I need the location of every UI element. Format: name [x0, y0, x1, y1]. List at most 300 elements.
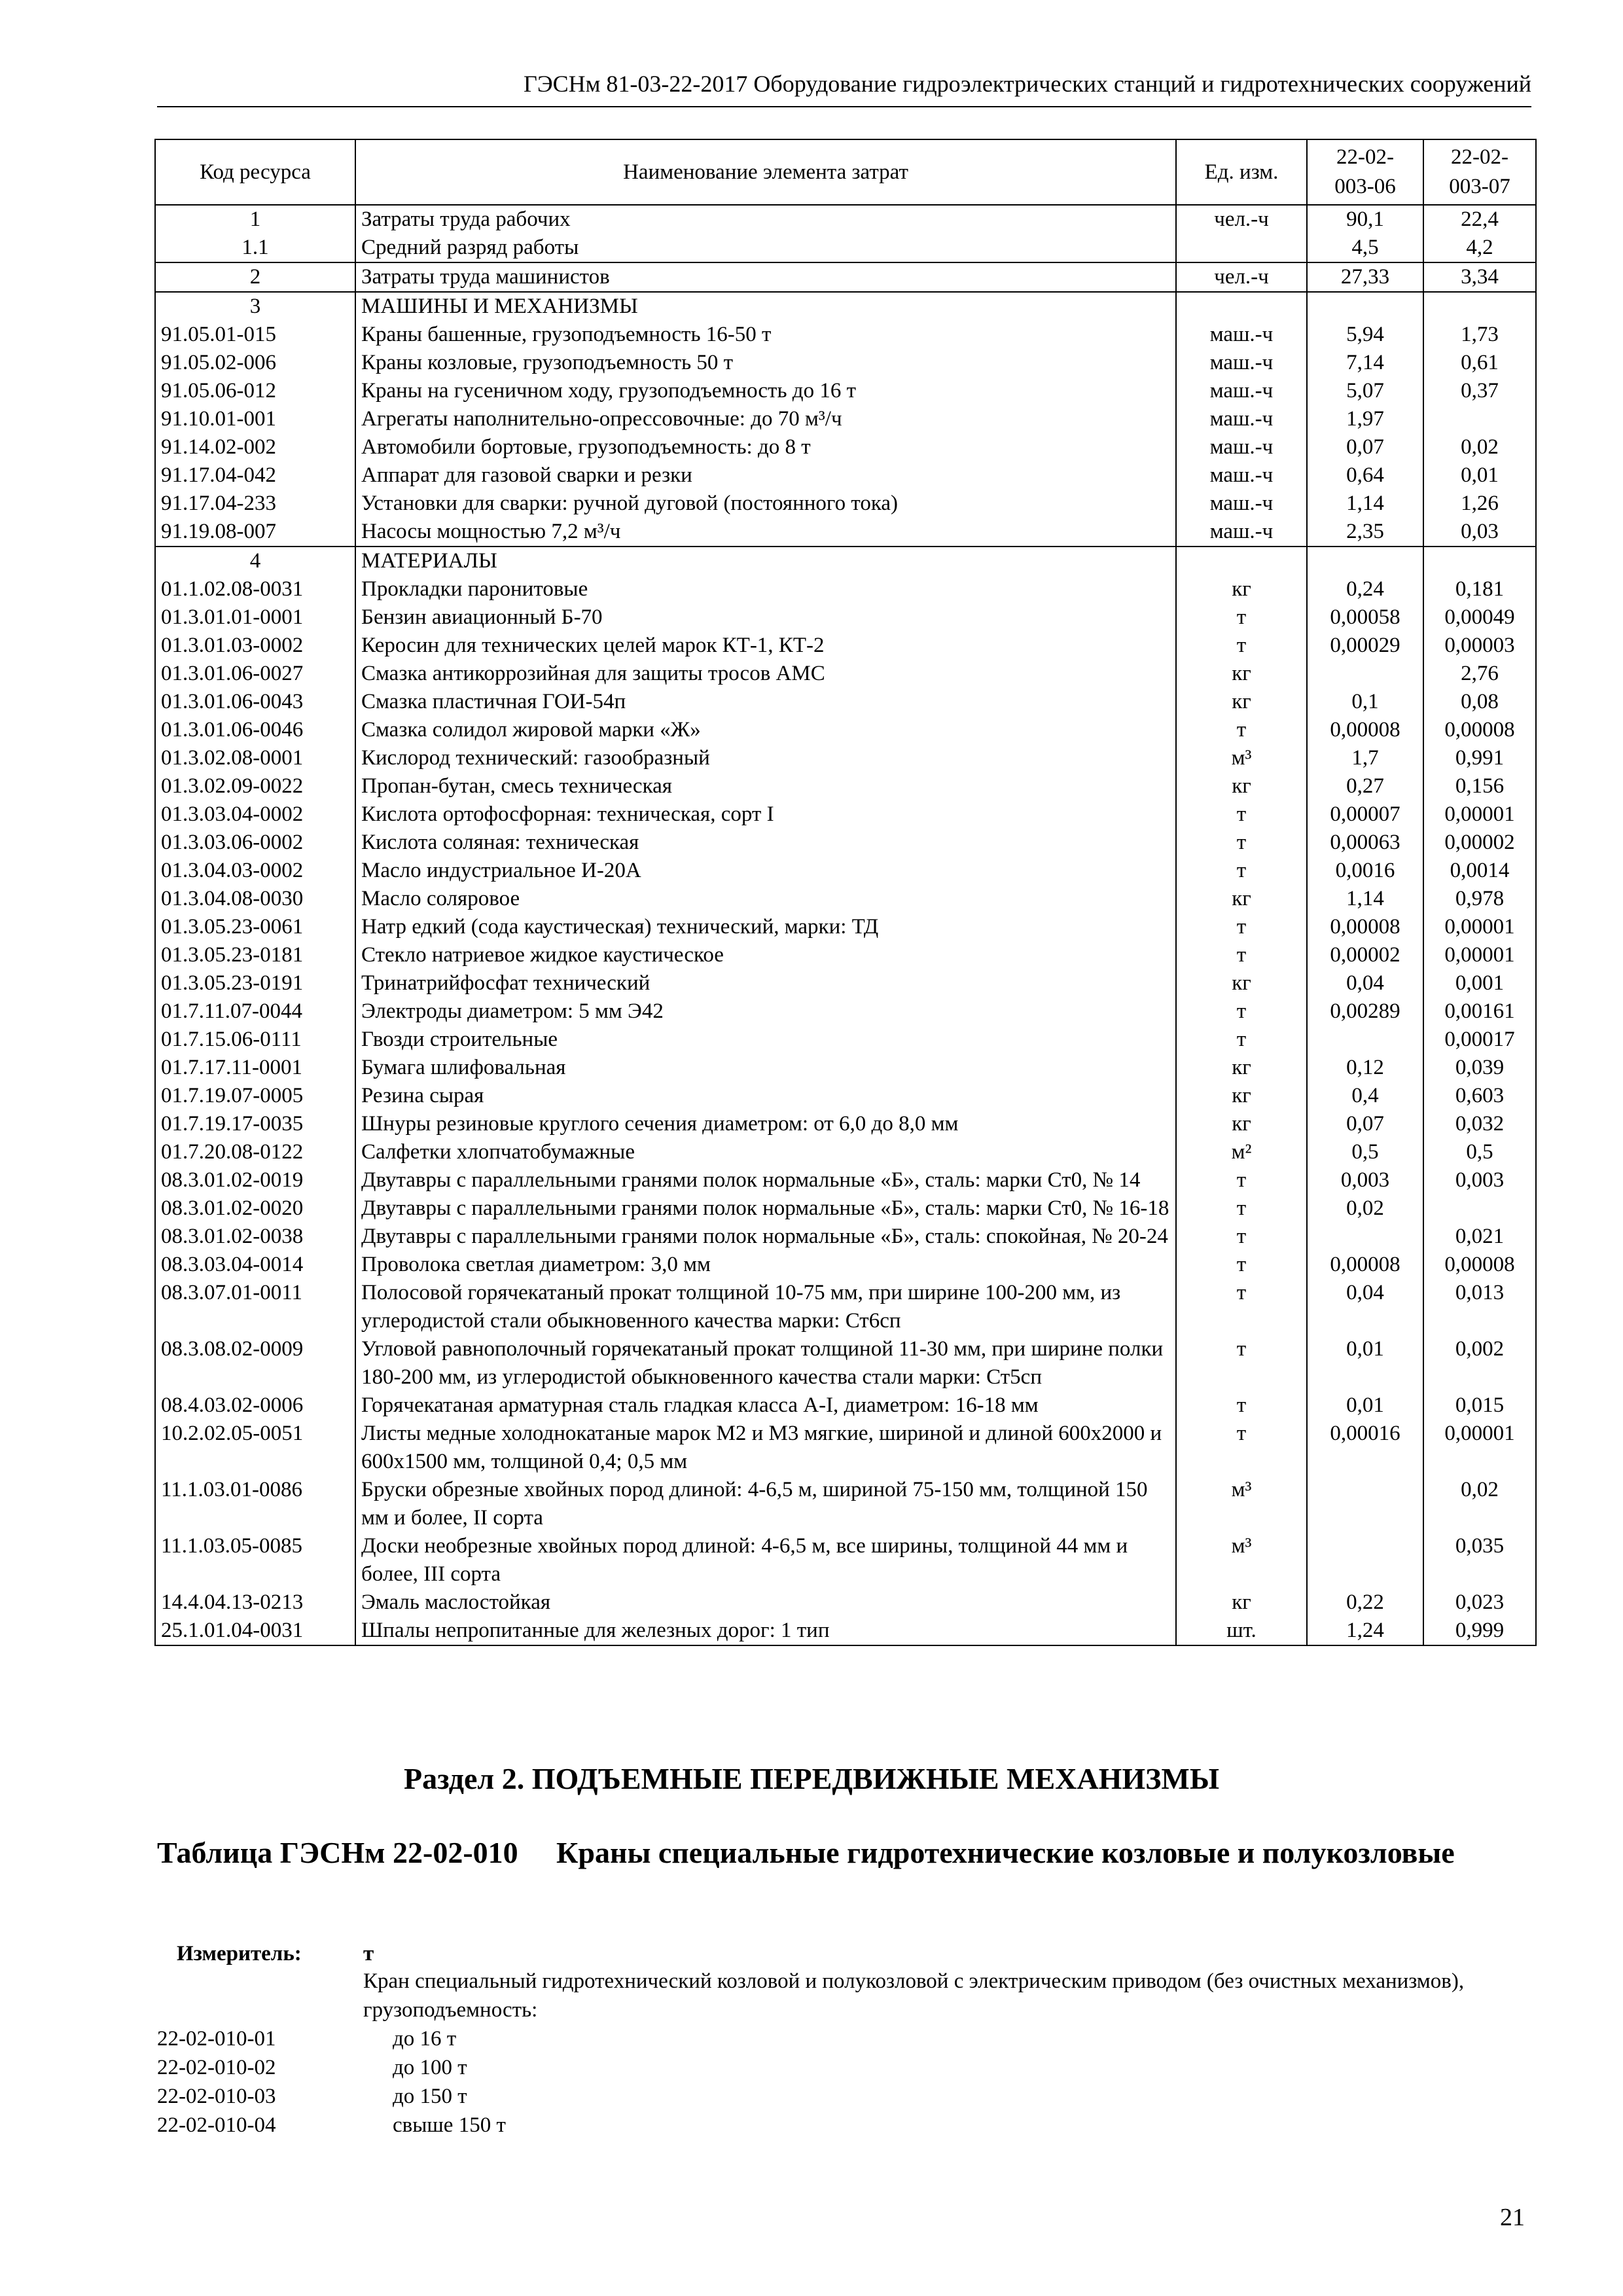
cell-code: 01.7.17.11-0001: [155, 1054, 355, 1082]
table-row: [155, 744, 1536, 772]
cell-value-2: 0,00049: [1423, 603, 1536, 632]
cell-unit: т: [1176, 1279, 1307, 1335]
table-row: [155, 800, 1536, 829]
cell-value-2: 0,00001: [1423, 800, 1536, 829]
cell-value-2: 0,00001: [1423, 1420, 1536, 1476]
cell-unit: м³: [1176, 1476, 1307, 1532]
cell-unit: т: [1176, 1026, 1307, 1054]
cell-unit: кг: [1176, 1082, 1307, 1110]
cell-name: Краны козловые, грузоподъемность 50 т: [355, 349, 1176, 377]
cell-code: 91.05.06-012: [155, 377, 355, 405]
cell-code: 01.1.02.08-0031: [155, 575, 355, 603]
cell-value-2: 0,603: [1423, 1082, 1536, 1110]
cell-value-1: [1307, 1223, 1423, 1251]
cell-code: 01.7.19.07-0005: [155, 1082, 355, 1110]
cell-name: Затраты труда машинистов: [355, 262, 1176, 292]
cell-unit: т: [1176, 632, 1307, 660]
cell-name: Доски необрезные хвойных пород длиной: 4-6,5 м, все ширины, толщиной 44 мм и более, III сорта: [355, 1532, 1176, 1588]
table-row: [155, 490, 1536, 518]
table-row: [155, 688, 1536, 716]
cell-value-1: 2,35: [1307, 518, 1423, 547]
table-row: [155, 603, 1536, 632]
cell-value-2: 0,978: [1423, 885, 1536, 913]
cell-value-1: [1307, 660, 1423, 688]
cell-name: Бруски обрезные хвойных пород длиной: 4-6,5 м, шириной 75-150 мм, толщиной 150 мм и более, II сорта: [355, 1476, 1176, 1532]
table-row: [155, 660, 1536, 688]
measure-unit: т: [363, 1942, 374, 1965]
cell-value-1: 7,14: [1307, 349, 1423, 377]
cell-code: 01.7.15.06-0111: [155, 1026, 355, 1054]
cell-name: Двутавры с параллельными гранями полок нормальные «Б», сталь: марки Ст0, № 14: [355, 1166, 1176, 1194]
table-row: [155, 997, 1536, 1026]
cell-unit: [1176, 547, 1307, 575]
cell-value-2: [1423, 547, 1536, 575]
table-row: [155, 829, 1536, 857]
cell-unit: т: [1176, 857, 1307, 885]
cell-value-1: 0,64: [1307, 461, 1423, 490]
table-row: [155, 1420, 1536, 1476]
cell-value-1: 1,14: [1307, 885, 1423, 913]
table-header-row: [155, 139, 1536, 205]
cell-name: Бумага шлифовальная: [355, 1054, 1176, 1082]
cell-unit: т: [1176, 829, 1307, 857]
table-row: [155, 969, 1536, 997]
cell-unit: маш.-ч: [1176, 433, 1307, 461]
cell-value-2: 1,73: [1423, 321, 1536, 349]
cell-code: 01.7.11.07-0044: [155, 997, 355, 1026]
cell-value-1: 27,33: [1307, 262, 1423, 292]
table-row: [155, 1166, 1536, 1194]
cell-value-1: 0,00058: [1307, 603, 1423, 632]
section-2-title: Раздел 2. ПОДЪЕМНЫЕ ПЕРЕДВИЖНЫЕ МЕХАНИЗМЫ: [403, 1762, 1220, 1795]
cell-name: Стекло натриевое жидкое каустическое: [355, 941, 1176, 969]
cell-code: 4: [155, 547, 355, 575]
cell-value-2: 0,00008: [1423, 1251, 1536, 1279]
cell-code: 01.3.03.06-0002: [155, 829, 355, 857]
cell-name: Смазка солидол жировой марки «Ж»: [355, 716, 1176, 744]
cell-value-1: 0,1: [1307, 688, 1423, 716]
variant-code: 22-02-010-03: [157, 2085, 276, 2108]
table-body: [155, 205, 1536, 1645]
running-header: ГЭСНм 81-03-22-2017 Оборудование гидроэлектрических станций и гидротехнических сооружений: [524, 71, 1531, 97]
cell-code: 01.3.04.03-0002: [155, 857, 355, 885]
cell-code: 01.3.05.23-0061: [155, 913, 355, 941]
table-row: [155, 1138, 1536, 1166]
variant-text: до 100 т: [393, 2056, 467, 2079]
table-row: [155, 913, 1536, 941]
variant-code: 22-02-010-04: [157, 2113, 276, 2137]
cell-code: 01.3.05.23-0181: [155, 941, 355, 969]
cell-code: 91.10.01-001: [155, 405, 355, 433]
cell-name: Угловой равнополочный горячекатаный прокат толщиной 11-30 мм, при ширине полки 180-200 мм, из углеродистой обыкновенного качества стали марки: Ст5сп: [355, 1335, 1176, 1391]
cell-value-2: 0,035: [1423, 1532, 1536, 1588]
cell-value-1: 0,00016: [1307, 1420, 1423, 1476]
header-col-2-line-2: 003-07: [1449, 175, 1510, 198]
table-row: [155, 772, 1536, 800]
cell-code: 01.3.01.06-0027: [155, 660, 355, 688]
cell-code: 01.3.02.09-0022: [155, 772, 355, 800]
cell-name: Агрегаты наполнительно-опрессовочные: до 70 м³/ч: [355, 405, 1176, 433]
cell-code: 01.7.19.17-0035: [155, 1110, 355, 1138]
cell-unit: [1176, 292, 1307, 321]
cell-unit: маш.-ч: [1176, 490, 1307, 518]
table-row: [155, 632, 1536, 660]
cell-unit: т: [1176, 716, 1307, 744]
measure-label: Измеритель:: [177, 1942, 302, 1965]
cell-code: 08.4.03.02-0006: [155, 1391, 355, 1420]
cell-name: Горячекатаная арматурная сталь гладкая класса А-I, диаметром: 16-18 мм: [355, 1391, 1176, 1420]
cell-name: Проволока светлая диаметром: 3,0 мм: [355, 1251, 1176, 1279]
cell-unit: т: [1176, 800, 1307, 829]
cell-code: 14.4.04.13-0213: [155, 1588, 355, 1617]
cell-value-1: 0,01: [1307, 1391, 1423, 1420]
table-row: [155, 941, 1536, 969]
cell-value-1: 0,00008: [1307, 913, 1423, 941]
cell-unit: м³: [1176, 1532, 1307, 1588]
cell-unit: кг: [1176, 1054, 1307, 1082]
cell-unit: кг: [1176, 885, 1307, 913]
variant-text: до 150 т: [393, 2085, 467, 2108]
page-number: 21: [1500, 2204, 1525, 2231]
cell-code: 11.1.03.05-0085: [155, 1532, 355, 1588]
table-row: [155, 377, 1536, 405]
header-unit: Ед. изм.: [1176, 139, 1307, 205]
cell-value-2: 0,156: [1423, 772, 1536, 800]
table-label: Таблица ГЭСНм 22-02-010: [157, 1836, 518, 1869]
table-row: [155, 433, 1536, 461]
cell-value-2: 0,021: [1423, 1223, 1536, 1251]
table-row: [155, 262, 1536, 292]
cell-value-1: 0,22: [1307, 1588, 1423, 1617]
cell-unit: т: [1176, 1251, 1307, 1279]
cell-value-2: 0,0014: [1423, 857, 1536, 885]
cell-value-1: 0,4: [1307, 1082, 1423, 1110]
cell-code: 1.1: [155, 234, 355, 262]
cell-name: Полосовой горячекатаный прокат толщиной 10-75 мм, при ширине 100-200 мм, из углеродистой стали обыкновенного качества марки: Ст6сп: [355, 1279, 1176, 1335]
cell-unit: т: [1176, 1420, 1307, 1476]
cell-code: 91.17.04-042: [155, 461, 355, 490]
cell-value-2: 0,991: [1423, 744, 1536, 772]
cell-value-2: 0,03: [1423, 518, 1536, 547]
cell-name: Автомобили бортовые, грузоподъемность: до 8 т: [355, 433, 1176, 461]
cell-name: Листы медные холоднокатаные марок М2 и М3 мягкие, шириной и длиной 600х2000 и 600х1500 мм, толщиной 0,4; 0,5 мм: [355, 1420, 1176, 1476]
cell-value-1: 0,00008: [1307, 1251, 1423, 1279]
header-col-2-line-1: 22-02-: [1451, 145, 1508, 169]
cell-code: 01.3.05.23-0191: [155, 969, 355, 997]
table-row: [155, 1335, 1536, 1391]
cell-code: 10.2.02.05-0051: [155, 1420, 355, 1476]
cell-code: 01.3.01.06-0046: [155, 716, 355, 744]
variant-item: [157, 2111, 506, 2140]
cell-unit: маш.-ч: [1176, 321, 1307, 349]
header-name: Наименование элемента затрат: [355, 139, 1176, 205]
cell-code: 08.3.01.02-0020: [155, 1194, 355, 1223]
cell-code: 01.3.02.08-0001: [155, 744, 355, 772]
table-row: [155, 1026, 1536, 1054]
cell-value-2: [1423, 1194, 1536, 1223]
cell-code: 11.1.03.01-0086: [155, 1476, 355, 1532]
header-col-1: [1307, 139, 1423, 205]
table-row: [155, 1054, 1536, 1082]
cell-value-2: 1,26: [1423, 490, 1536, 518]
cell-unit: кг: [1176, 575, 1307, 603]
variant-text: свыше 150 т: [393, 2113, 506, 2137]
cell-unit: маш.-ч: [1176, 405, 1307, 433]
cell-code: 91.05.02-006: [155, 349, 355, 377]
cell-name: Двутавры с параллельными гранями полок нормальные «Б», сталь: спокойная, № 20-24: [355, 1223, 1176, 1251]
cell-name: Гвозди строительные: [355, 1026, 1176, 1054]
table-row: [155, 1223, 1536, 1251]
cell-value-2: 0,002: [1423, 1335, 1536, 1391]
cell-value-2: 0,00001: [1423, 941, 1536, 969]
cell-unit: т: [1176, 1335, 1307, 1391]
cell-value-2: 0,00008: [1423, 716, 1536, 744]
cell-name: МАШИНЫ И МЕХАНИЗМЫ: [355, 292, 1176, 321]
cell-code: 01.3.01.03-0002: [155, 632, 355, 660]
cell-value-2: 0,00002: [1423, 829, 1536, 857]
cell-value-1: 0,00029: [1307, 632, 1423, 660]
cell-value-2: 0,001: [1423, 969, 1536, 997]
cell-value-2: 0,37: [1423, 377, 1536, 405]
table-row: [155, 1082, 1536, 1110]
variant-list: [157, 2024, 506, 2140]
cell-unit: т: [1176, 1391, 1307, 1420]
cell-name: Масло индустриальное И-20А: [355, 857, 1176, 885]
header-rule: [157, 106, 1531, 107]
cell-value-1: [1307, 292, 1423, 321]
cell-code: 1: [155, 205, 355, 234]
cell-unit: т: [1176, 941, 1307, 969]
table-row: [155, 885, 1536, 913]
cell-unit: маш.-ч: [1176, 461, 1307, 490]
cell-name: МАТЕРИАЛЫ: [355, 547, 1176, 575]
cell-code: 2: [155, 262, 355, 292]
cell-code: 08.3.08.02-0009: [155, 1335, 355, 1391]
cell-value-2: 0,00001: [1423, 913, 1536, 941]
cell-value-1: 90,1: [1307, 205, 1423, 234]
cell-code: 01.3.01.06-0043: [155, 688, 355, 716]
cell-value-2: 3,34: [1423, 262, 1536, 292]
variant-item: [157, 2082, 506, 2111]
cell-value-1: 0,02: [1307, 1194, 1423, 1223]
cell-value-2: 0,999: [1423, 1617, 1536, 1645]
cell-code: 01.3.03.04-0002: [155, 800, 355, 829]
cell-value-1: 0,07: [1307, 1110, 1423, 1138]
cell-value-1: 4,5: [1307, 234, 1423, 262]
cell-value-1: 0,00002: [1307, 941, 1423, 969]
cell-value-1: 1,7: [1307, 744, 1423, 772]
cell-unit: т: [1176, 1223, 1307, 1251]
cell-value-1: 1,14: [1307, 490, 1423, 518]
cell-name: Краны на гусеничном ходу, грузоподъемность до 16 т: [355, 377, 1176, 405]
cell-name: Тринатрийфосфат технический: [355, 969, 1176, 997]
cell-code: 25.1.01.04-0031: [155, 1617, 355, 1645]
cell-value-1: 0,00063: [1307, 829, 1423, 857]
cell-value-2: 0,015: [1423, 1391, 1536, 1420]
cell-name: Установки для сварки: ручной дуговой (постоянного тока): [355, 490, 1176, 518]
cell-name: Краны башенные, грузоподъемность 16-50 т: [355, 321, 1176, 349]
table-row: [155, 405, 1536, 433]
cell-code: 91.05.01-015: [155, 321, 355, 349]
cell-value-2: 0,02: [1423, 433, 1536, 461]
cell-value-2: 0,013: [1423, 1279, 1536, 1335]
cell-unit: чел.-ч: [1176, 262, 1307, 292]
cell-value-2: [1423, 405, 1536, 433]
cell-unit: т: [1176, 1166, 1307, 1194]
cell-value-2: 4,2: [1423, 234, 1536, 262]
cell-value-1: 0,12: [1307, 1054, 1423, 1082]
cell-value-2: 0,61: [1423, 349, 1536, 377]
cell-unit: т: [1176, 1194, 1307, 1223]
cell-value-1: 0,07: [1307, 433, 1423, 461]
cell-value-2: 0,02: [1423, 1476, 1536, 1532]
cell-unit: маш.-ч: [1176, 349, 1307, 377]
cell-name: Затраты труда рабочих: [355, 205, 1176, 234]
cell-code: 01.7.20.08-0122: [155, 1138, 355, 1166]
table-name: Краны специальные гидротехнические козловые и полукозловые: [556, 1836, 1455, 1869]
cell-value-2: 0,039: [1423, 1054, 1536, 1082]
cell-value-2: 0,00161: [1423, 997, 1536, 1026]
header-col-2: [1423, 139, 1536, 205]
cell-unit: кг: [1176, 688, 1307, 716]
cell-unit: кг: [1176, 660, 1307, 688]
cell-name: Кислота ортофосфорная: техническая, сорт I: [355, 800, 1176, 829]
cell-unit: кг: [1176, 1110, 1307, 1138]
table-row: [155, 1476, 1536, 1532]
cell-name: Эмаль маслостойкая: [355, 1588, 1176, 1617]
cell-name: Аппарат для газовой сварки и резки: [355, 461, 1176, 490]
variant-item: [157, 2053, 506, 2082]
cell-unit: кг: [1176, 969, 1307, 997]
cell-name: Шнуры резиновые круглого сечения диаметром: от 6,0 до 8,0 мм: [355, 1110, 1176, 1138]
cell-name: Смазка антикоррозийная для защиты тросов АМС: [355, 660, 1176, 688]
cell-name: Прокладки паронитовые: [355, 575, 1176, 603]
cell-value-1: [1307, 547, 1423, 575]
cell-value-1: 5,07: [1307, 377, 1423, 405]
cell-code: 91.17.04-233: [155, 490, 355, 518]
cell-name: Салфетки хлопчатобумажные: [355, 1138, 1176, 1166]
measure-description: Кран специальный гидротехнический козловой и полукозловой с электрическим приводом (без очистных механизмов), грузоподъемность:: [363, 1969, 1465, 2022]
cell-value-1: 1,97: [1307, 405, 1423, 433]
table-row: [155, 575, 1536, 603]
cell-value-2: 0,08: [1423, 688, 1536, 716]
cell-value-1: 0,04: [1307, 1279, 1423, 1335]
cell-name: Масло соляровое: [355, 885, 1176, 913]
cell-value-2: 0,00017: [1423, 1026, 1536, 1054]
header-col-1-line-2: 003-06: [1334, 175, 1396, 198]
cell-code: 08.3.01.02-0038: [155, 1223, 355, 1251]
cell-unit: шт.: [1176, 1617, 1307, 1645]
header-col-1-line-1: 22-02-: [1336, 145, 1394, 169]
variant-code: 22-02-010-01: [157, 2027, 276, 2051]
cell-value-2: 0,003: [1423, 1166, 1536, 1194]
cell-value-1: 5,94: [1307, 321, 1423, 349]
cell-code: 08.3.03.04-0014: [155, 1251, 355, 1279]
cell-name: Натр едкий (сода каустическая) технический, марки: ТД: [355, 913, 1176, 941]
table-row: [155, 205, 1536, 234]
resource-table: [154, 139, 1537, 1646]
cell-name: Керосин для технических целей марок КТ-1, КТ-2: [355, 632, 1176, 660]
variant-text: до 16 т: [393, 2027, 457, 2051]
cell-unit: т: [1176, 913, 1307, 941]
cell-name: Резина сырая: [355, 1082, 1176, 1110]
cell-code: 08.3.07.01-0011: [155, 1279, 355, 1335]
table-row: [155, 518, 1536, 547]
cell-unit: м³: [1176, 744, 1307, 772]
cell-unit: маш.-ч: [1176, 518, 1307, 547]
variant-code: 22-02-010-02: [157, 2056, 276, 2079]
cell-value-1: 0,5: [1307, 1138, 1423, 1166]
cell-value-2: 0,181: [1423, 575, 1536, 603]
header-code: Код ресурса: [155, 139, 355, 205]
cell-name: Насосы мощностью 7,2 м³/ч: [355, 518, 1176, 547]
cell-code: 3: [155, 292, 355, 321]
cell-code: 01.3.04.08-0030: [155, 885, 355, 913]
cell-value-2: 0,01: [1423, 461, 1536, 490]
cell-value-1: 0,24: [1307, 575, 1423, 603]
table-row: [155, 234, 1536, 262]
cell-name: Пропан-бутан, смесь техническая: [355, 772, 1176, 800]
table-row: [155, 1588, 1536, 1617]
cell-name: Электроды диаметром: 5 мм Э42: [355, 997, 1176, 1026]
cell-value-2: 22,4: [1423, 205, 1536, 234]
table-row: [155, 1279, 1536, 1335]
cell-unit: кг: [1176, 1588, 1307, 1617]
cell-value-1: 1,24: [1307, 1617, 1423, 1645]
table-row: [155, 1617, 1536, 1645]
cell-value-1: 0,27: [1307, 772, 1423, 800]
cell-value-1: [1307, 1476, 1423, 1532]
cell-value-1: 0,00007: [1307, 800, 1423, 829]
table-row: [155, 461, 1536, 490]
section-row: [155, 292, 1536, 321]
table-row: [155, 1110, 1536, 1138]
table-row: [155, 857, 1536, 885]
cell-value-2: 0,032: [1423, 1110, 1536, 1138]
cell-name: Средний разряд работы: [355, 234, 1176, 262]
cell-code: 08.3.01.02-0019: [155, 1166, 355, 1194]
table-row: [155, 321, 1536, 349]
cell-value-1: [1307, 1026, 1423, 1054]
cell-unit: т: [1176, 997, 1307, 1026]
cell-code: 01.3.01.01-0001: [155, 603, 355, 632]
table-row: [155, 1532, 1536, 1588]
cell-value-2: 0,023: [1423, 1588, 1536, 1617]
cell-value-2: [1423, 292, 1536, 321]
cell-code: 91.19.08-007: [155, 518, 355, 547]
cell-value-1: 0,0016: [1307, 857, 1423, 885]
cell-value-1: 0,04: [1307, 969, 1423, 997]
cell-unit: кг: [1176, 772, 1307, 800]
cell-unit: т: [1176, 603, 1307, 632]
cell-value-1: 0,003: [1307, 1166, 1423, 1194]
cell-value-1: 0,00008: [1307, 716, 1423, 744]
cell-unit: чел.-ч: [1176, 205, 1307, 234]
table-row: [155, 349, 1536, 377]
cell-value-1: [1307, 1532, 1423, 1588]
table-row: [155, 1391, 1536, 1420]
cell-value-1: 0,00289: [1307, 997, 1423, 1026]
section-row: [155, 547, 1536, 575]
cell-code: 91.14.02-002: [155, 433, 355, 461]
cell-name: Шпалы непропитанные для железных дорог: 1 тип: [355, 1617, 1176, 1645]
cell-value-2: 2,76: [1423, 660, 1536, 688]
cell-unit: маш.-ч: [1176, 377, 1307, 405]
cell-name: Бензин авиационный Б-70: [355, 603, 1176, 632]
cell-name: Кислород технический: газообразный: [355, 744, 1176, 772]
cell-name: Смазка пластичная ГОИ-54п: [355, 688, 1176, 716]
table-row: [155, 1251, 1536, 1279]
